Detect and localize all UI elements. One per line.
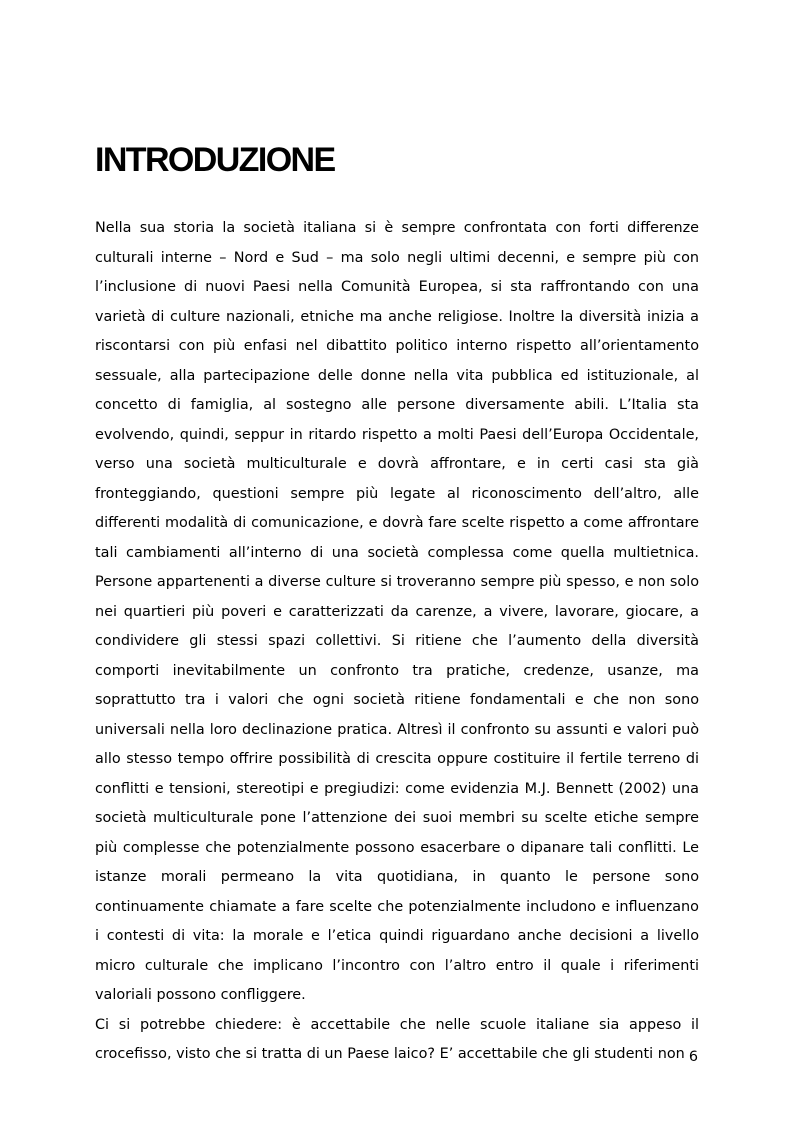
chapter-title: INTRODUZIONE (95, 141, 335, 179)
body-text (95, 214, 699, 1070)
paragraph: Ci si potrebbe chiedere: è accettabile che nelle scuole italiane sia appeso il crocefisso, visto che si tratta di un Paese laico? E’ accettabile che gli studenti non (95, 1016, 699, 1062)
page-number: 6 (688, 1049, 698, 1065)
paragraph: Nella sua storia la società italiana si è sempre confrontata con forti differenze culturali interne – Nord e Sud – ma solo negli ultimi decenni, e sempre più con l’inclusione di nuovi Paesi nella Comunità Europea, si sta raffrontando con una varietà di culture nazionali, etniche ma anche religiose. Inoltre la diversità inizia a riscontarsi con più enfasi nel dibattito politico interno rispetto all’orientamento sessuale, alla partecipazione delle donne nella vita pubblica ed istituzionale, al concetto di famiglia, al sostegno alle persone diversamente abili. L’Italia sta evolvendo, quindi, seppur in ritardo rispetto a molti Paesi dell’Europa Occidentale, verso una società multiculturale e dovrà affrontare, e in certi casi sta già fronteggiando, questioni sempre più legate al riconoscimento dell’altro, alle differenti modalità di comunicazione, e dovrà fare scelte rispetto a come affrontare tali cambiamenti all’interno di una società complessa come quella multietnica. Persone appartenenti a diverse culture si troveranno sempre più spesso, e non solo nei quartieri più poveri e caratterizzati da carenze, a vivere, lavorare, giocare, a condividere gli stessi spazi collettivi. Si ritiene che l’aumento della diversità comporti inevitabilmente un confronto tra pratiche, credenze, usanze, ma soprattutto tra i valori che ogni società ritiene fondamentali e che non sono universali nella loro declinazione pratica. Altresì il confronto su assunti e valori può allo stesso tempo offrire possibilità di crescita oppure costituire il fertile terreno di conflitti e tensioni, stereotipi e pregiudizi: come evidenzia M.J. Bennett (2002) una società multiculturale pone l’attenzione dei suoi membri su scelte etiche sempre più complesse che potenzialmente possono esacerbare o dipanare tali conflitti. Le istanze morali permeano la vita quotidiana, in quanto le persone sono continuamente chiamate a fare scelte che potenzialmente includono e influenzano i contesti di vita: la morale e l’etica quindi riguardano anche decisioni a livello micro culturale che implicano l’incontro con l’altro entro il quale i riferimenti valoriali possono confliggere. (95, 220, 699, 1003)
